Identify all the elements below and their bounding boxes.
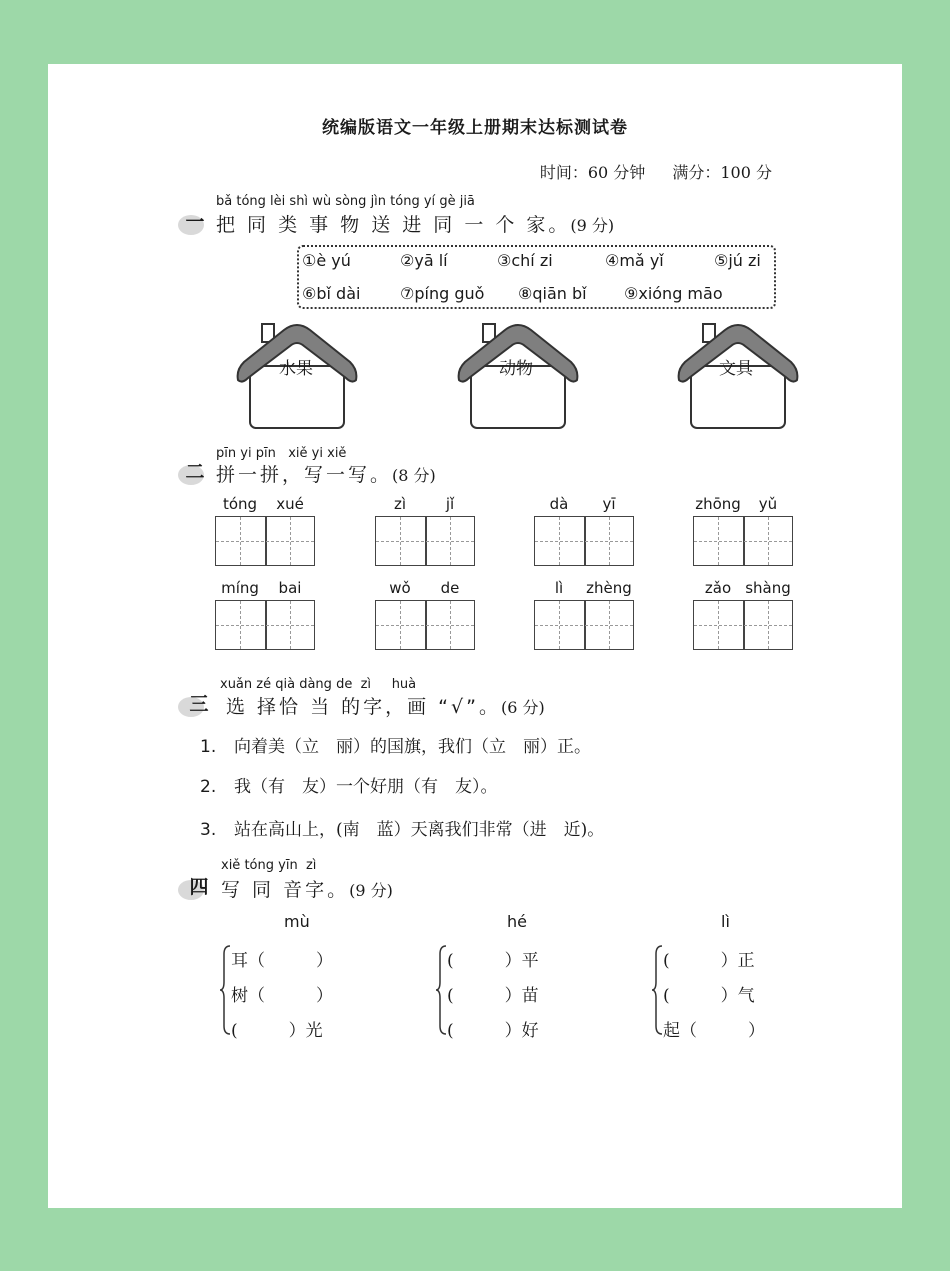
section-3-heading: 选 择恰 当 的字，画 “√”。(6 分): [226, 696, 545, 718]
grid-pinyin: de: [440, 579, 460, 597]
choice-item: ⑧qiān bǐ: [518, 284, 587, 303]
grid-pinyin: zì: [393, 495, 407, 513]
section-3-pinyin: xuǎn zé qià dàng de zì huà: [220, 677, 417, 692]
section-4-heading: 写 同 音字。(9 分): [221, 879, 393, 901]
section-2-heading: 拼一拼，写一写。(8 分): [216, 464, 436, 486]
section-1-number: 一: [185, 211, 205, 233]
full-score: 满分：100 分: [672, 163, 772, 182]
writing-grid[interactable]: [215, 516, 315, 566]
grid-pinyin: míng: [221, 579, 259, 597]
writing-grid[interactable]: [693, 516, 793, 566]
grid-pinyin: dà: [549, 495, 569, 513]
choice-item: ②yā lí: [400, 251, 448, 270]
house-label: 水果: [279, 359, 313, 379]
grid-pinyin: zǎo: [704, 579, 732, 597]
section-2-pinyin: pīn yi pīn xiě yi xiě: [216, 446, 347, 461]
question-item: 2. 我（有 友）一个好朋（有 友）。: [200, 777, 498, 797]
homophone-line[interactable]: 树（ ）: [231, 986, 333, 1006]
section-3-number: 三: [189, 693, 209, 715]
homophone-line[interactable]: ( ）苗: [447, 986, 539, 1006]
homophone-line[interactable]: ( ）气: [663, 986, 755, 1006]
question-item: 3. 站在高山上，(南 蓝）天离我们非常（进 近)。: [200, 820, 605, 840]
homophone-pinyin: lì: [721, 912, 730, 931]
grid-pinyin: lì: [554, 579, 564, 597]
writing-grid[interactable]: [534, 600, 634, 650]
homophone-pinyin: hé: [507, 912, 527, 931]
writing-grid[interactable]: [375, 600, 475, 650]
homophone-line[interactable]: 耳（ ）: [231, 951, 333, 971]
grid-pinyin: wǒ: [389, 579, 411, 597]
homophone-pinyin: mù: [284, 912, 310, 931]
grid-pinyin: yī: [602, 495, 616, 513]
choice-item: ④mǎ yǐ: [605, 251, 664, 270]
section-4-pinyin: xiě tóng yīn zì: [221, 858, 317, 873]
house-label: 文具: [719, 359, 753, 379]
house-label: 动物: [499, 359, 533, 379]
choice-item: ⑨xióng māo: [624, 284, 723, 303]
choice-item: ⑥bǐ dài: [302, 284, 361, 303]
homophone-line[interactable]: ( ）正: [663, 951, 755, 971]
grid-pinyin: yǔ: [758, 495, 778, 513]
time-limit: 时间：60 分钟: [539, 163, 646, 182]
page-title: 统编版语文一年级上册期末达标测试卷: [322, 118, 628, 138]
choice-item: ⑦píng guǒ: [400, 284, 485, 303]
homophone-line[interactable]: ( ）光: [231, 1021, 323, 1041]
writing-grid[interactable]: [375, 516, 475, 566]
grid-pinyin: shàng: [745, 579, 791, 597]
section-2-number: 二: [185, 461, 205, 483]
grid-pinyin: zhōng: [695, 495, 741, 513]
exam-meta: [518, 160, 772, 183]
choice-item: ③chí zi: [497, 251, 553, 270]
grid-pinyin: bai: [278, 579, 302, 597]
grid-pinyin: tóng: [222, 495, 258, 513]
section-1-pinyin: bǎ tóng lèi shì wù sòng jìn tóng yí gè jiā: [216, 194, 475, 209]
section-1-heading: 把 同 类 事 物 送 进 同 一 个 家。(9 分): [216, 214, 615, 236]
grid-pinyin: zhèng: [586, 579, 632, 597]
section-4-number: 四: [189, 876, 209, 898]
question-item: 1. 向着美（立 丽）的国旗，我们（立 丽）正。: [200, 737, 591, 757]
grid-pinyin: jǐ: [445, 495, 455, 513]
grid-pinyin: xué: [276, 495, 304, 513]
choice-item: ⑤jú zi: [714, 251, 761, 270]
writing-grid[interactable]: [215, 600, 315, 650]
homophone-line[interactable]: 起（ ）: [663, 1021, 765, 1041]
writing-grid[interactable]: [534, 516, 634, 566]
writing-grid[interactable]: [693, 600, 793, 650]
choice-item: ①è yú: [302, 251, 351, 270]
homophone-line[interactable]: ( ）好: [447, 1021, 539, 1041]
homophone-line[interactable]: ( ）平: [447, 951, 539, 971]
